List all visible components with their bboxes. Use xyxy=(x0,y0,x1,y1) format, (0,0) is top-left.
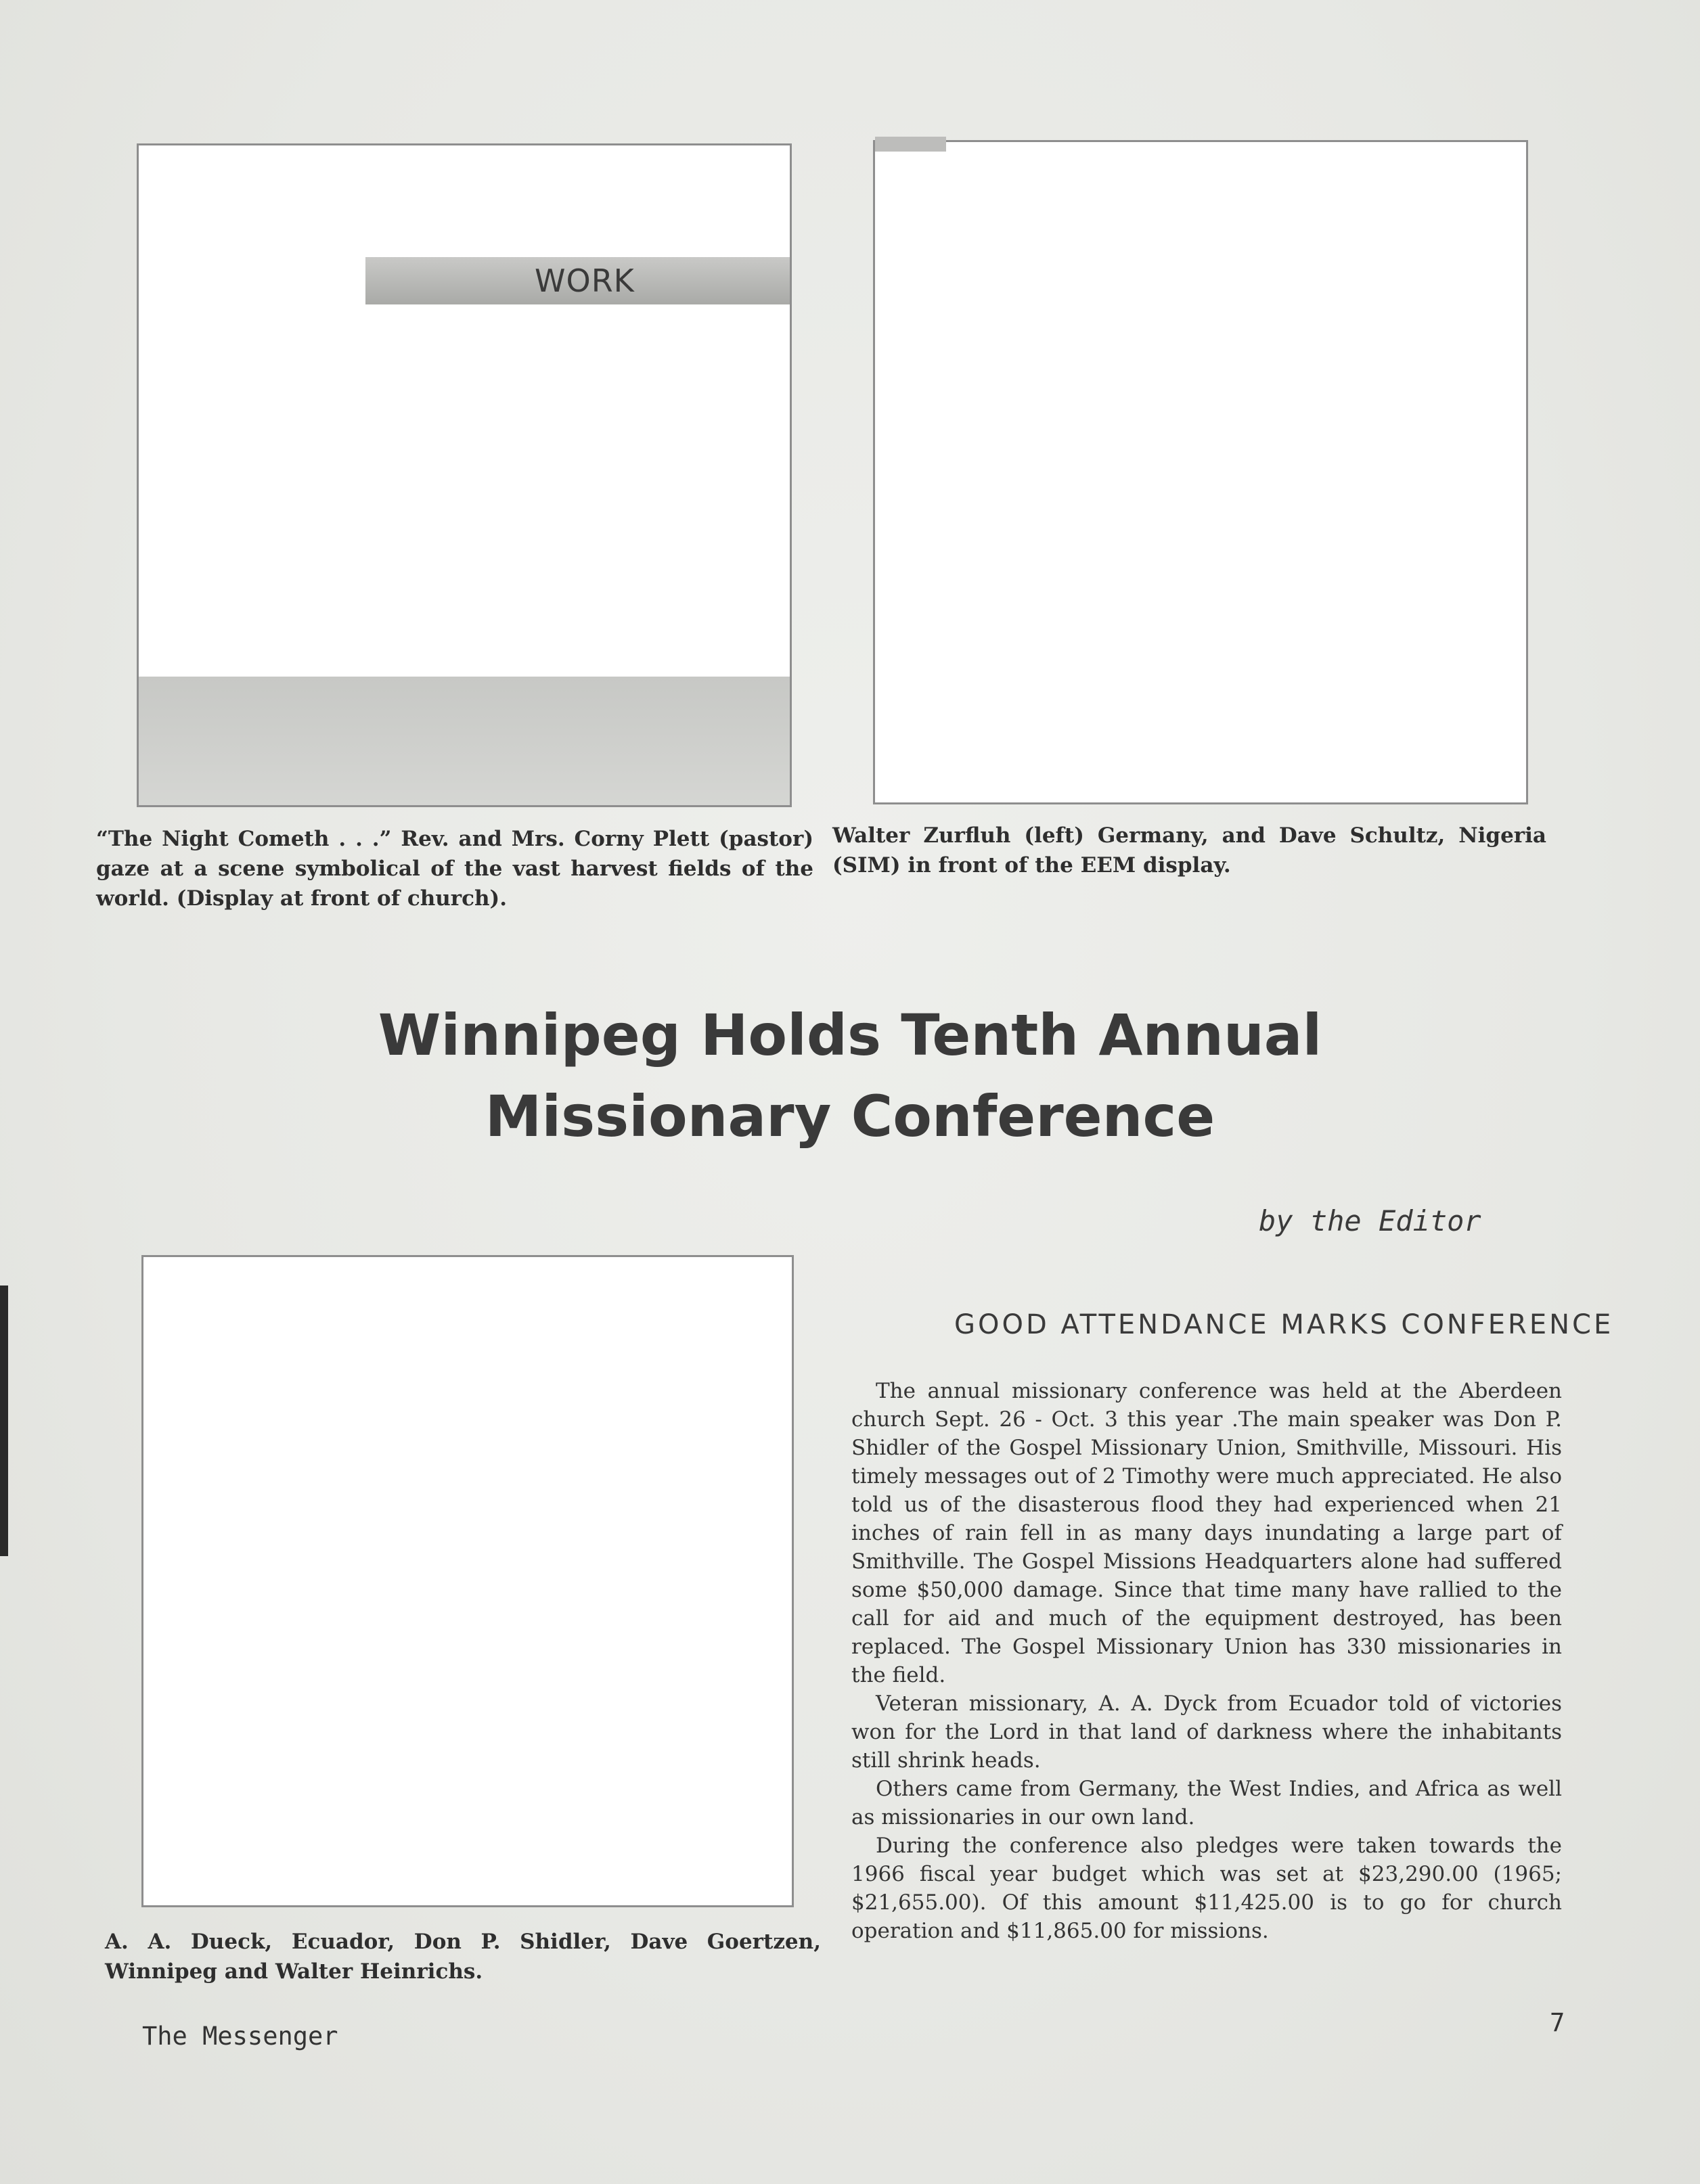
photo-missionaries-group xyxy=(143,1257,792,1905)
photo-night-cometh-display xyxy=(139,145,790,805)
publication-name: The Messenger xyxy=(142,2022,338,2051)
photo-top-tab xyxy=(875,137,946,152)
byline: by the Editor xyxy=(1259,1204,1481,1237)
binding-edge xyxy=(0,1286,8,1556)
paragraph: The annual missionary conference was held at the Aberdeen church Sept. 26 - Oct. 3 this year .The main speaker was Don P. Shidler of the Gospel Missionary Union, Smithville, Missouri. His timely messages out of 2 Timothy were much appreciated. He also told us of the disasterous flood they had experienced when 21 inches of rain fell in as many days inundating a large part of Smithville. The Gospel Missions Headquarters alone had suffered some $50,000 damage. Since that time many have rallied to the call for aid and much of the equipment destroyed, has been replaced. The Gospel Missionary Union has 330 missionaries in the field. xyxy=(851,1379,1562,1687)
caption-missionaries: A. A. Dueck, Ecuador, Don P. Shidler, Dave Goertzen, Winnipeg and Walter Heinrichs. xyxy=(105,1930,821,1984)
paragraph: During the conference also pledges were taken towards the 1966 fiscal year budget which was set at $23,290.00 (1965; $21,655.00). Of this amount $11,425.00 is to go for church operation and $11,865.00 for missions. xyxy=(851,1834,1562,1943)
section-heading: GOOD ATTENDANCE MARKS CONFERENCE xyxy=(954,1309,1614,1340)
paragraph: Others came from Germany, the West Indies, and Africa as well as missionaries in our own land. xyxy=(851,1777,1562,1829)
photo-floor xyxy=(139,677,790,805)
paragraph: Veteran missionary, A. A. Dyck from Ecuador told of victories won for the Lord in that land of darkness where the inhabitants still shrink heads. xyxy=(851,1691,1562,1773)
article-body xyxy=(851,1377,1562,1945)
page-number: 7 xyxy=(1550,2008,1565,2037)
title-line-2: Missionary Conference xyxy=(485,1083,1215,1150)
title-line-1: Winnipeg Holds Tenth Annual xyxy=(378,1002,1322,1068)
photo-eem-display xyxy=(875,142,1526,802)
photo-sign-text: WORK xyxy=(535,263,635,299)
caption-eem-display: Walter Zurfluh (left) Germany, and Dave Schultz, Nigeria (SIM) in front of the EEM display. xyxy=(832,823,1546,878)
article-title xyxy=(203,995,1497,1157)
caption-night-cometh: “The Night Cometh . . .” Rev. and Mrs. Corny Plett (pastor) gaze at a scene symbolical of the vast harvest fields of the world. (Display at front of church). xyxy=(96,827,813,911)
photo-sign-strip xyxy=(365,257,790,304)
